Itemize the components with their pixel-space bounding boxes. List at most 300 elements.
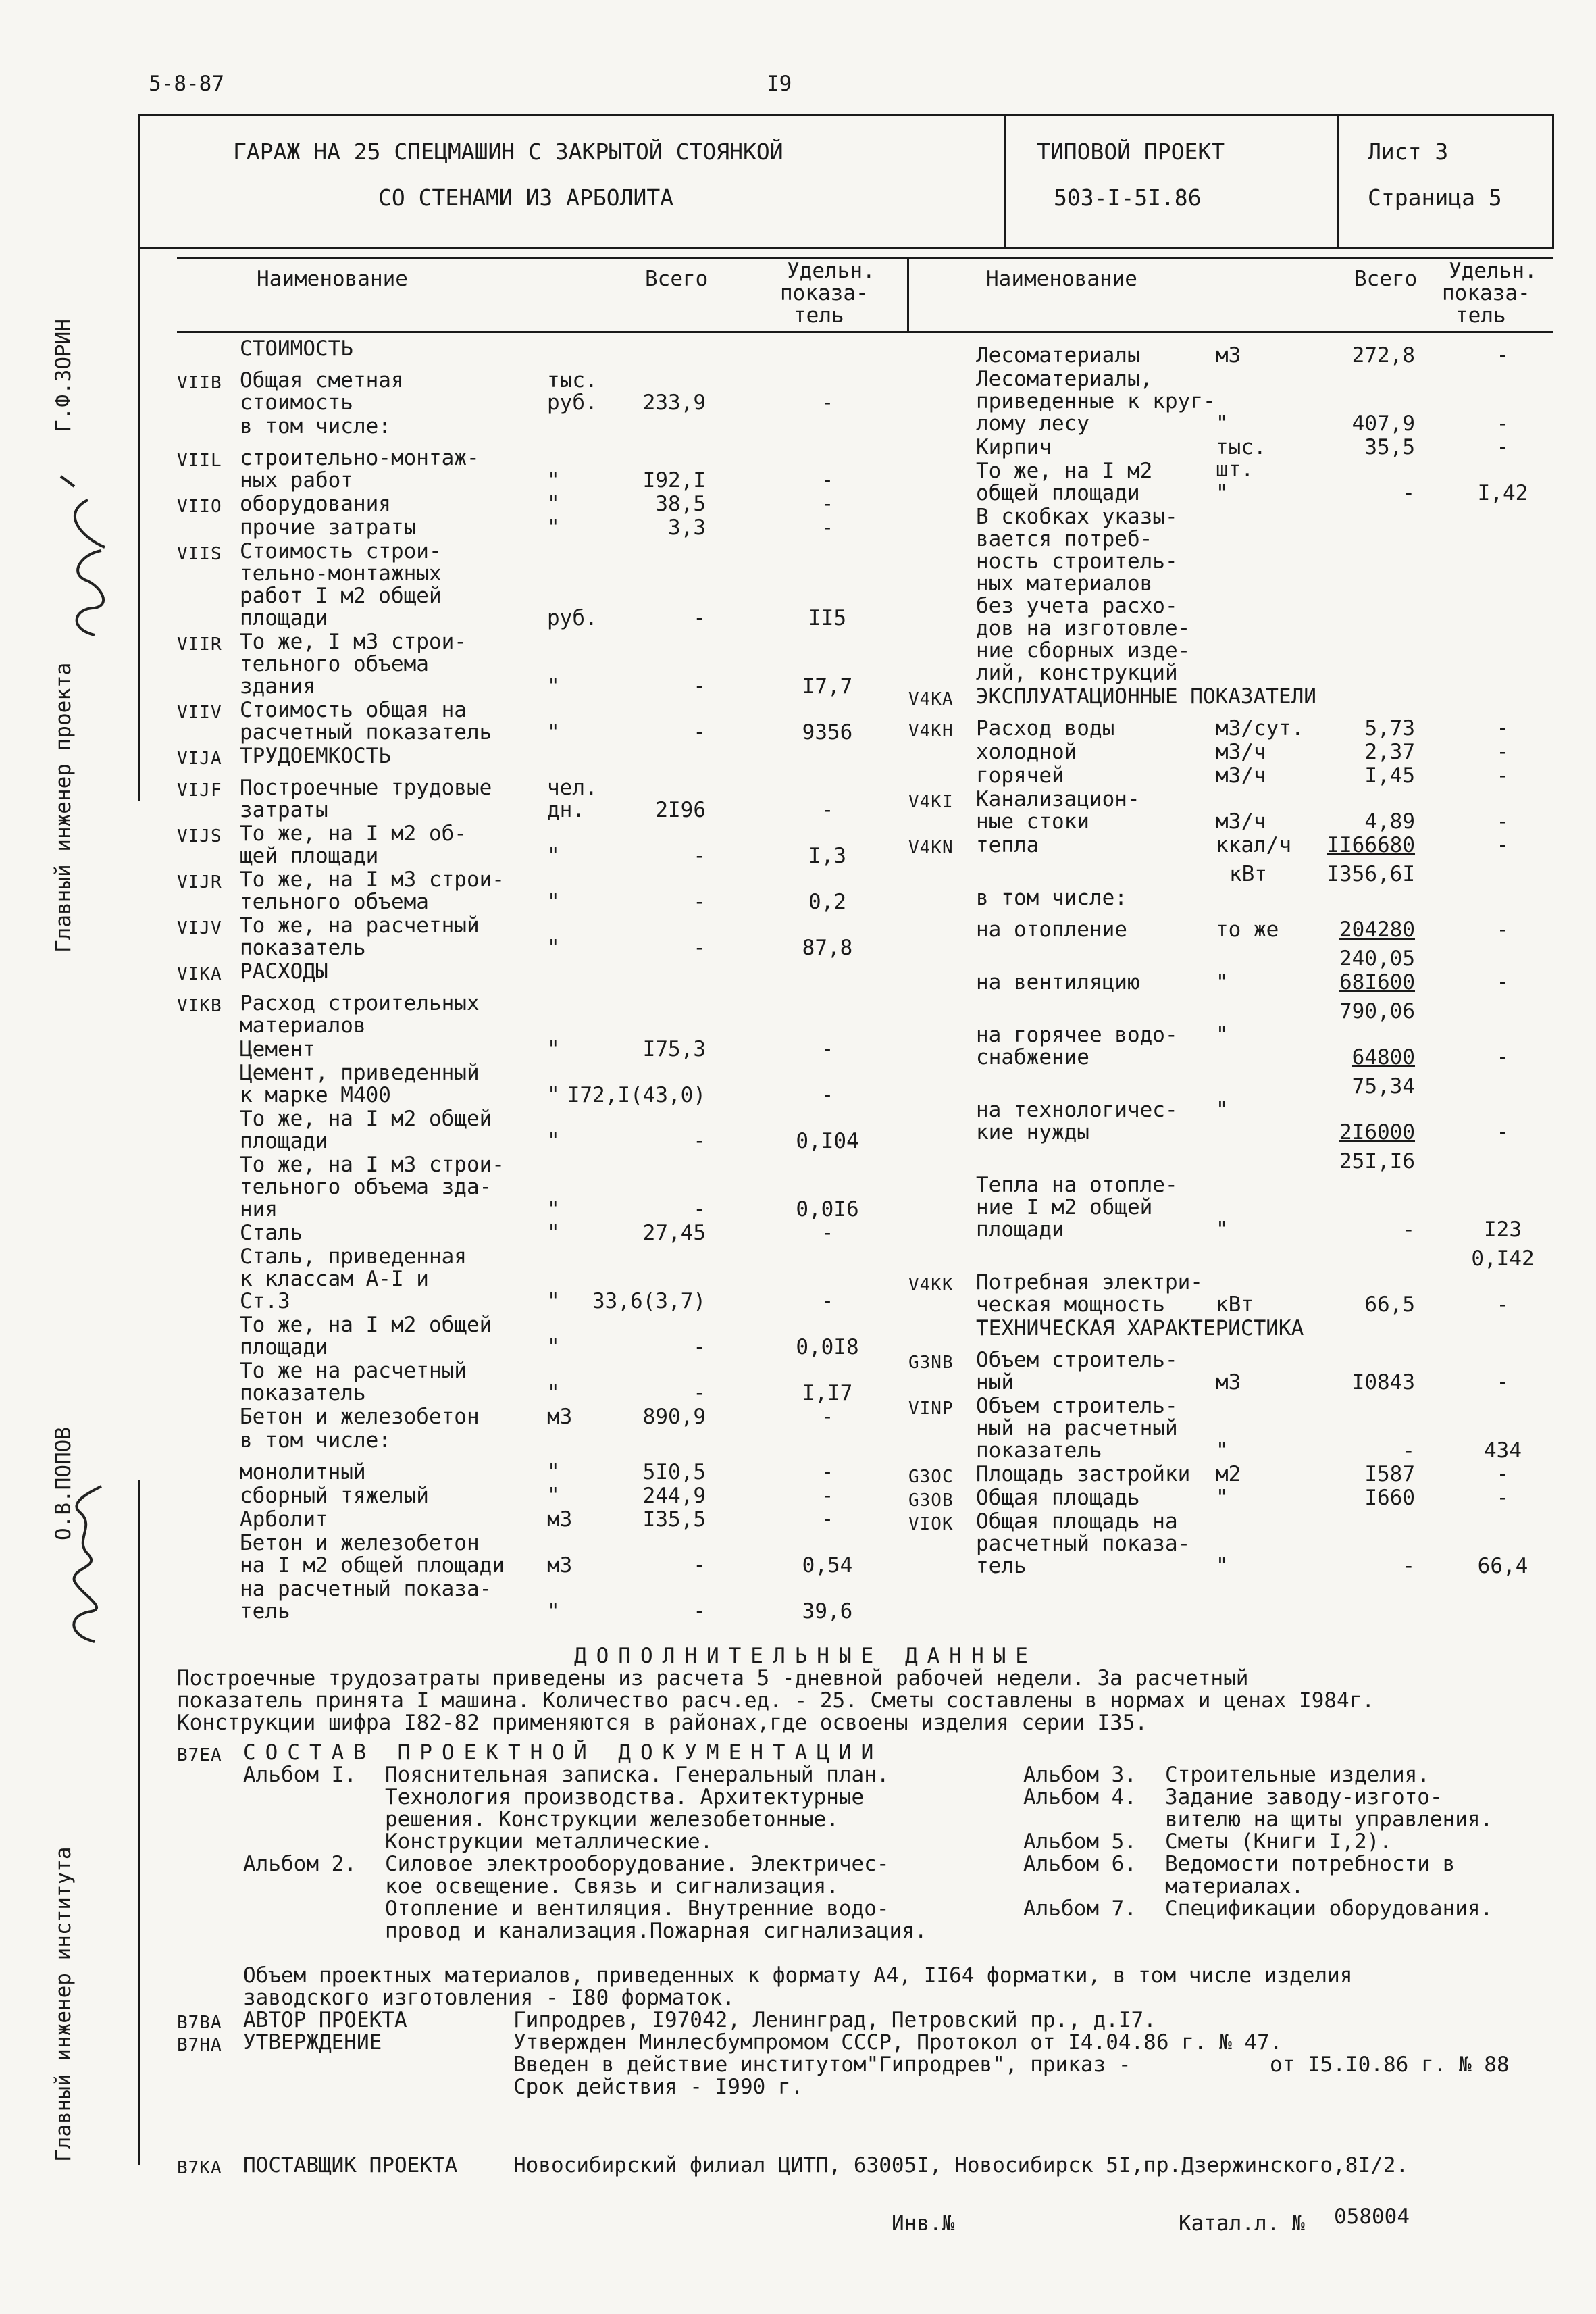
album-line: Конструкции металлические. [385,1830,713,1854]
volume-line-2: заводского изготовления - I80 форматок. [243,1986,735,2010]
row-name: к марке М400 [240,1083,391,1107]
row-name: площади [240,1335,328,1359]
row-name: То же, на I м2 общей [240,1107,492,1131]
row-total: 27,45 [642,1221,706,1245]
row-name: Стоимость общая на [240,698,467,722]
row-total: I,45 [1364,763,1415,788]
additional-line-2: показатель принята I машина. Количество расч.ед. - 25. Сметы составлены в нормах и ценах I984г. [177,1688,1375,1713]
col-spec-right-3: тель [1456,303,1506,328]
row-spec: - [821,515,834,540]
col-spec-right-2: показа- [1442,281,1530,305]
col-name-right: Наименование [986,267,1137,291]
row-name: ние сборных изде- [976,638,1191,663]
album-label: Альбом 3. [1023,1763,1137,1787]
catalog-sheet-number: 058004 [1334,2205,1410,2229]
row-name: Общая площадь на [976,1509,1178,1534]
row-name: Канализацион- [976,787,1140,811]
row-total: II66680 [1327,833,1415,857]
row-total: - [1402,1438,1415,1463]
album-line: Задание заводу-изгото- [1165,1785,1443,1809]
album-line: Сметы (Книги I,2). [1165,1830,1392,1854]
row-unit: то же [1216,917,1279,942]
row-name: ный на расчетный [976,1416,1178,1440]
row-unit: " [547,1037,560,1061]
row-spec: - [821,1289,834,1313]
row-code: V4KN [908,838,954,858]
row-total: - [1402,1217,1415,1242]
row-name: тель [976,1554,1027,1578]
row-total: I72,I(43,0) [567,1083,706,1107]
row-spec: - [1496,1370,1510,1394]
row-unit: " [547,468,560,493]
row-unit: " [547,890,560,914]
approval-line-2-right: от I5.I0.86 г. № 88 [1270,2053,1510,2077]
album-line: материалах. [1165,1874,1304,1898]
row-name: площади [976,1217,1064,1242]
album-label: Альбом I. [243,1763,357,1787]
row-total: - [693,1381,706,1405]
row-spec: - [1496,970,1510,995]
row-unit: " [1216,411,1229,436]
row-name: То же, I м3 строи- [240,630,467,654]
approval-line-2: Введен в действие институтом"Гипродрев", приказ - [513,2053,1131,2077]
row-unit: " [1216,1438,1229,1463]
row-unit: " [1216,1217,1229,1242]
row-total: I75,3 [642,1037,706,1061]
row-total: I587 [1364,1462,1415,1486]
row-spec: - [821,1484,834,1508]
row-spec: I,3 [808,844,846,868]
row-name: ный [976,1370,1014,1394]
album-line: Пояснительная записка. Генеральный план. [385,1763,890,1787]
row-name: показатель [976,1438,1102,1463]
row-unit: м3 [1216,343,1241,368]
row-name: Объем строитель- [976,1394,1178,1418]
row-name: дов на изготовле- [976,616,1191,640]
row-total: 5I0,5 [642,1460,706,1484]
row-code: VIIS [177,544,222,564]
row-total: 38,5 [655,492,706,516]
side-divider-1 [138,247,140,801]
row-name: ные стоки [976,809,1089,834]
row-name: без учета расхо- [976,594,1178,618]
album-line: Ведомости потребности в [1165,1852,1456,1876]
row-name: ных материалов [976,572,1153,596]
supplier-text: Новосибирский филиал ЦИТП, 63005I, Новосибирск 5I,пр.Дзержинского,8I/2. [513,2153,1409,2178]
row-total: 35,5 [1364,435,1415,459]
row-name: лий, конструкций [976,661,1178,685]
row-spec: - [1496,809,1510,834]
row-spec: 434 [1484,1438,1522,1463]
row-name: То же на расчетный [240,1359,467,1383]
row-code: VIIR [177,634,222,655]
col-spec-left-3: тель [794,303,844,328]
row-total: I660 [1364,1486,1415,1510]
row-total-secondary: 240,05 [1339,947,1415,971]
row-total: 244,9 [642,1484,706,1508]
approval-line-1: Утвержден Минлесбумпромом СССР, Протокол от I4.04.86 г. № 47. [513,2030,1283,2055]
approval-code: B7HA [177,2035,222,2055]
row-name: Общая сметная [240,368,404,393]
row-name: снабжение [976,1045,1089,1070]
row-name: СТОИМОСТЬ [240,336,353,361]
row-total: 890,9 [642,1405,706,1429]
row-name: В скобках указы- [976,505,1178,529]
additional-line-1: Построечные трудозатраты приведены из расчета 5 -дневной рабочей недели. За расчетный [177,1666,1249,1690]
row-name: РАСХОДЫ [240,959,328,984]
row-name: Цемент [240,1037,315,1061]
row-name: расчетный показа- [976,1532,1191,1556]
album-label: Альбом 7. [1023,1896,1137,1921]
row-spec: - [1496,1045,1510,1070]
approval-line-3: Срок действия - I990 г. [513,2075,804,2099]
row-total: - [1402,1554,1415,1578]
row-name: к классам А-I и [240,1267,429,1291]
page-number: I9 [767,72,792,96]
row-name: ных работ [240,468,353,493]
row-unit: " [547,1129,560,1153]
row-unit: м3/ч [1216,809,1266,834]
row-unit: " [1216,1554,1229,1578]
row-name: в том числе: [976,886,1127,910]
row-name: Расход воды [976,716,1115,740]
row-name: То же, на I м2 об- [240,822,467,846]
row-name: Лесоматериалы, [976,367,1153,391]
row-unit: руб. [547,391,598,415]
album-line: Отопление и вентиляция. Внутренние водо- [385,1896,890,1921]
author-code: B7BA [177,2013,222,2033]
row-unit: " [547,1484,560,1508]
row-name: ние I м2 общей [976,1195,1153,1219]
row-code: VIIV [177,703,222,723]
header-bottom-border [138,247,1553,249]
row-total: - [693,936,706,960]
row-name: строительно-монтаж- [240,446,480,470]
row-spec: - [821,1460,834,1484]
row-unit: " [547,1381,560,1405]
row-name: То же, на I м2 общей [240,1313,492,1337]
row-unit: м3 [547,1553,573,1578]
row-code: VIJR [177,872,222,892]
row-spec: II5 [808,606,846,630]
side-zorin: Г.Ф.ЗОРИН [51,319,76,432]
row-total: 64800 [1352,1045,1415,1070]
row-name: Площадь застройки [976,1462,1191,1486]
row-total: - [693,890,706,914]
row-total: 33,6(3,7) [592,1289,706,1313]
document-date: 5-8-87 [149,72,224,96]
row-name: расчетный показатель [240,720,492,745]
row-name: холодной [976,740,1077,764]
row-code: G3OB [908,1490,954,1511]
row-unit: " [547,1221,560,1245]
row-spec: - [1496,343,1510,368]
row-name: тельного объема [240,652,429,676]
row-name: Стоимость строи- [240,539,442,563]
signature-zorin [47,473,122,649]
row-name: ность строитель- [976,549,1178,574]
side-popov: О.В.ПОПОВ [51,1427,76,1540]
row-code: G3OC [908,1467,954,1487]
row-total-secondary: 790,06 [1339,999,1415,1024]
row-name: Бетон и железобетон [240,1405,480,1429]
col-spec-left-2: показа- [780,281,869,305]
row-name: оборудования [240,492,391,516]
composition-code: B7EA [177,1745,222,1765]
row-name: показатель [240,1381,366,1405]
row-unit: м2 [1216,1462,1241,1486]
row-total: 204280 [1339,917,1415,942]
composition-heading: СОСТАВ ПРОЕКТНОЙ ДОКУМЕНТАЦИИ [243,1740,883,1765]
row-total: - [693,1335,706,1359]
album-line: Силовое электрооборудование. Электричес- [385,1852,890,1876]
row-unit: " [547,492,560,516]
album-label: Альбом 4. [1023,1785,1137,1809]
row-unit-secondary: кВт [1229,862,1267,886]
project-number: 503-I-5I.86 [1054,184,1202,211]
row-spec: - [1496,411,1510,436]
row-total: 68I600 [1339,970,1415,995]
row-total: - [1402,481,1415,505]
row-name: вается потреб- [976,527,1153,551]
row-name: общей площади [976,481,1140,505]
row-code: V4KI [908,792,954,812]
row-code: VIJS [177,826,222,847]
row-code: G3NB [908,1353,954,1373]
row-spec: I23 [1484,1217,1522,1242]
row-name: приведенные к круг- [976,389,1216,413]
album-line: решения. Конструкции железобетонные. [385,1807,839,1832]
row-total: - [693,674,706,699]
inventory-number-label: Инв.№ [892,2211,955,2236]
row-unit: " [1216,481,1229,505]
row-name: Ст.3 [240,1289,290,1313]
row-spec: - [821,1405,834,1429]
row-name: ЭКСПЛУАТАЦИОННЫЕ ПОКАЗАТЕЛИ [976,684,1316,709]
project-title-line1: ГАРАЖ НА 25 СПЕЦМАШИН С ЗАКРЫТОЙ СТОЯНКОЙ [233,139,783,165]
row-name: на вентиляцию [976,970,1140,995]
row-code: VIIO [177,497,222,517]
row-spec: - [1496,1486,1510,1510]
row-unit: " [547,1460,560,1484]
row-name: Цемент, приведенный [240,1061,480,1085]
row-spec: 0,2 [808,890,846,914]
row-spec: 39,6 [802,1599,853,1624]
row-spec: - [1496,1462,1510,1486]
row-unit: " [547,1083,560,1107]
row-code: VIKB [177,996,222,1016]
row-spec: - [821,391,834,415]
row-unit: м3 [547,1405,573,1429]
row-unit: " [547,1599,560,1624]
row-spec: 0,54 [802,1553,853,1578]
row-name: горячей [976,763,1064,788]
row-name: ческая мощность [976,1292,1165,1317]
row-spec: - [1496,1120,1510,1145]
album-label: Альбом 6. [1023,1852,1137,1876]
additional-line-3: Конструкции шифра I82-82 применяются в районах,где освоены изделия серии I35. [177,1711,1148,1735]
row-total: - [693,1553,706,1578]
row-name: тепла [976,833,1039,857]
row-unit: м3/сут. [1216,716,1304,740]
row-total: - [693,720,706,745]
row-unit: " [1216,1023,1229,1047]
row-name: щей площади [240,844,379,868]
catalog-sheet-label: Катал.л. № [1179,2211,1305,2236]
row-total-secondary: I356,6I [1327,862,1415,886]
row-total: I35,5 [642,1507,706,1532]
row-name: Тепла на отопле- [976,1173,1178,1197]
row-total: - [693,606,706,630]
row-name: ния [240,1197,278,1222]
row-name: Сталь, приведенная [240,1244,467,1269]
row-total: 3,3 [668,515,706,540]
row-unit: м3 [1216,1370,1241,1394]
row-unit: " [1216,1098,1229,1122]
supplier-label: ПОСТАВЩИК ПРОЕКТА [243,2153,458,2178]
row-name: Расход строительных [240,991,480,1015]
row-spec: - [821,1037,834,1061]
row-name: на расчетный показа- [240,1577,492,1601]
author-text: Гипродрев, I97042, Ленинград, Петровский пр., д.I7. [513,2008,1156,2032]
row-unit: руб. [547,606,598,630]
header-divider-1 [1004,114,1006,249]
row-name: в том числе: [240,1428,391,1453]
row-spec: I7,7 [802,674,853,699]
row-name: тельного объема [240,890,429,914]
row-spec: - [1496,917,1510,942]
row-unit: " [547,844,560,868]
row-code: VIOK [908,1514,954,1534]
row-unit: " [547,1289,560,1313]
row-spec: - [1496,435,1510,459]
row-name: площади [240,1129,328,1153]
row-name: То же, на расчетный [240,913,480,938]
row-total: 2,37 [1364,740,1415,764]
row-unit: кВт [1216,1292,1254,1317]
row-code: VIJF [177,780,222,801]
row-name: материалов [240,1013,366,1038]
row-total: 407,9 [1352,411,1415,436]
row-unit: м3/ч [1216,740,1266,764]
side-chief-engineer-project: Главный инженер проекта [51,662,76,953]
row-name: монолитный [240,1460,366,1484]
row-name: прочие затраты [240,515,417,540]
row-unit: " [547,720,560,745]
row-name: тельного объема зда- [240,1175,492,1199]
row-name: То же, на I м2 [976,459,1153,483]
row-name: Лесоматериалы [976,343,1140,368]
row-spec-secondary: 0,I42 [1471,1247,1535,1271]
signature-popov [41,1473,122,1655]
table-header-bottom [177,331,1553,333]
row-spec: - [821,1221,834,1245]
row-spec: - [821,1507,834,1532]
col-spec-right-1: Удельн. [1449,259,1537,283]
row-spec: 0,0I6 [796,1197,859,1222]
row-spec: I,I7 [802,1381,853,1405]
row-name: Бетон и железобетон [240,1531,480,1555]
row-code: VIIB [177,373,222,393]
row-unit: " [1216,1486,1229,1510]
row-name: кие нужды [976,1120,1089,1145]
row-name: Построечные трудовые [240,776,492,800]
row-unit: тыс. [547,368,598,393]
col-spec-left-1: Удельн. [787,259,875,283]
row-spec: - [1496,833,1510,857]
row-unit: м3 [547,1507,573,1532]
row-code: V4KK [908,1275,954,1295]
row-unit: м3/ч [1216,763,1266,788]
album-line: кое освещение. Связь и сигнализация. [385,1874,839,1898]
row-code: VIJA [177,749,222,769]
row-spec: - [821,1083,834,1107]
project-type-label: ТИПОВОЙ ПРОЕКТ [1037,139,1225,165]
row-name: Объем строитель- [976,1348,1178,1372]
row-spec: - [1496,1292,1510,1317]
row-total-secondary: 25I,I6 [1339,1149,1415,1174]
header-divider-2 [1337,114,1339,249]
row-name: Сталь [240,1221,303,1245]
row-unit: " [547,1197,560,1222]
column-divider-middle [907,257,909,331]
row-unit: " [1216,970,1229,995]
page-label: Страница 5 [1368,184,1502,211]
row-code: V4KH [908,721,954,741]
row-unit: " [547,936,560,960]
additional-data-heading: ДОПОЛНИТЕЛЬНЫЕ ДАННЫЕ [574,1644,1037,1668]
row-name: здания [240,674,315,699]
row-name: Арболит [240,1507,328,1532]
row-unit: " [547,1335,560,1359]
side-divider-2 [138,1480,140,2165]
row-spec: - [1496,740,1510,764]
col-total-right: Всего [1354,267,1418,291]
row-unit: чел. [547,776,598,800]
row-total: 233,9 [642,391,706,415]
row-name: Кирпич [976,435,1052,459]
row-name: Потребная электри- [976,1270,1203,1294]
row-spec: 0,I04 [796,1129,859,1153]
row-name: на отопление [976,917,1127,942]
col-total-left: Всего [645,267,709,291]
album-line: Спецификации оборудования. [1165,1896,1493,1921]
row-spec: - [821,468,834,493]
row-total: - [693,844,706,868]
header-left-border [138,114,140,249]
row-total: I92,I [642,468,706,493]
col-name-left: Наименование [257,267,408,291]
author-label: АВТОР ПРОЕКТА [243,2008,407,2032]
row-unit: ккал/ч [1216,833,1291,857]
album-line: Строительные изделия. [1165,1763,1430,1787]
row-name: площади [240,606,328,630]
row-unit: " [547,674,560,699]
album-label: Альбом 2. [243,1852,357,1876]
row-name: в том числе: [240,414,391,438]
project-title-line2: СО СТЕНАМИ ИЗ АРБОЛИТА [378,184,674,211]
supplier-code: B7KA [177,2158,222,2178]
row-name: То же, на I м3 строи- [240,867,505,892]
row-name: сборный тяжелый [240,1484,429,1508]
row-spec: - [1496,716,1510,740]
row-code: VIKA [177,964,222,984]
row-name: стоимость [240,391,353,415]
row-unit: дн. [547,798,585,822]
row-spec: - [821,492,834,516]
row-unit: тыс. [1216,435,1266,459]
row-total: 5,73 [1364,716,1415,740]
